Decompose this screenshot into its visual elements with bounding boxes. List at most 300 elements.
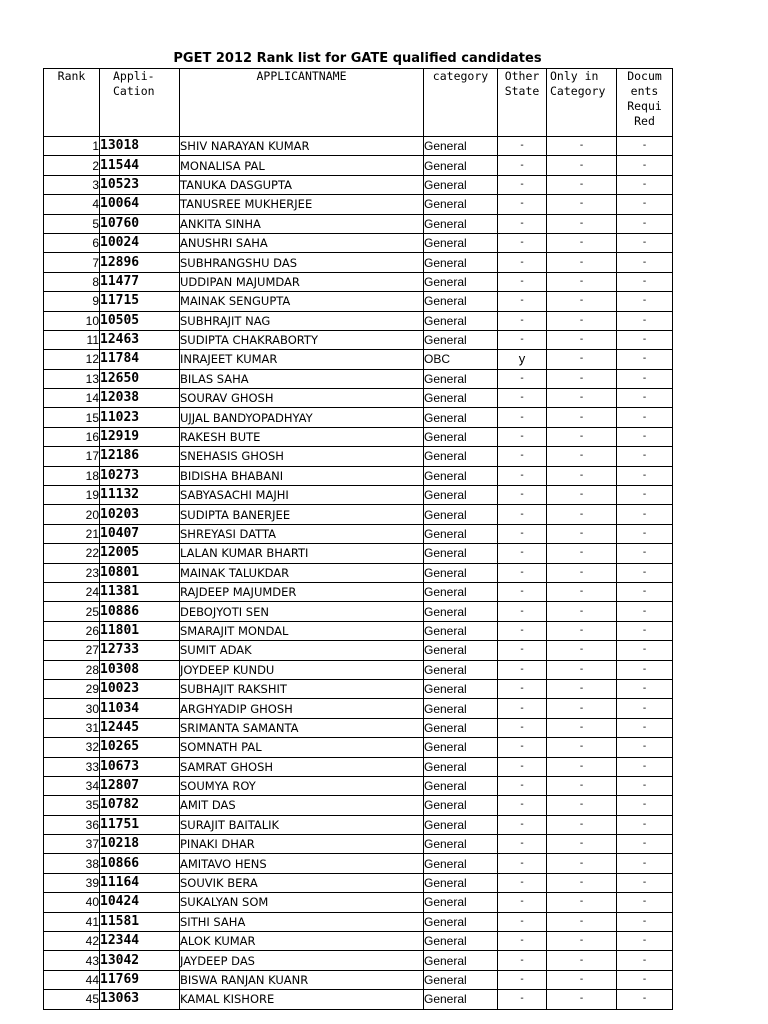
only-in-category-cell: - <box>547 427 617 446</box>
category-cell: General <box>424 389 498 408</box>
other-state-cell: - <box>498 214 547 233</box>
documents-required-cell: - <box>617 156 673 175</box>
only-in-category-cell: - <box>547 699 617 718</box>
documents-required-cell: - <box>617 796 673 815</box>
table-row <box>44 505 673 524</box>
only-in-category-cell: - <box>547 214 617 233</box>
applicant-name-cell: UDDIPAN MAJUMDAR <box>180 272 424 291</box>
only-in-category-cell: - <box>547 389 617 408</box>
application-number-cell: 10782 <box>100 796 180 815</box>
documents-required-cell: - <box>617 699 673 718</box>
other-state-cell: - <box>498 970 547 989</box>
applicant-name-cell: ALOK KUMAR <box>180 932 424 951</box>
table-row <box>44 582 673 601</box>
table-row <box>44 447 673 466</box>
only-in-category-cell: - <box>547 486 617 505</box>
other-state-cell: - <box>498 641 547 660</box>
applicant-name-cell: SABYASACHI MAJHI <box>180 486 424 505</box>
category-cell: General <box>424 427 498 446</box>
other-state-cell: - <box>498 738 547 757</box>
documents-required-cell: - <box>617 854 673 873</box>
table-row <box>44 776 673 795</box>
category-cell: General <box>424 873 498 892</box>
table-row <box>44 951 673 970</box>
application-number-cell: 12650 <box>100 369 180 388</box>
rank-cell: 21 <box>44 524 100 543</box>
rank-cell: 31 <box>44 718 100 737</box>
documents-required-cell: - <box>617 835 673 854</box>
applicant-name-cell: SOUMYA ROY <box>180 776 424 795</box>
other-state-cell: - <box>498 253 547 272</box>
category-cell: General <box>424 815 498 834</box>
applicant-name-cell: SUDIPTA BANERJEE <box>180 505 424 524</box>
other-state-cell: - <box>498 311 547 330</box>
documents-required-cell: - <box>617 718 673 737</box>
other-state-cell: - <box>498 505 547 524</box>
other-state-cell: - <box>498 602 547 621</box>
other-state-cell: - <box>498 815 547 834</box>
applicant-name-cell: MAINAK SENGUPTA <box>180 292 424 311</box>
documents-required-cell: - <box>617 272 673 291</box>
other-state-cell: - <box>498 796 547 815</box>
documents-required-cell: - <box>617 873 673 892</box>
applicant-name-cell: AMIT DAS <box>180 796 424 815</box>
only-in-category-cell: - <box>547 137 617 156</box>
rank-cell: 14 <box>44 389 100 408</box>
other-state-cell: - <box>498 233 547 252</box>
table-row <box>44 486 673 505</box>
rank-cell: 26 <box>44 621 100 640</box>
application-number-cell: 10886 <box>100 602 180 621</box>
other-state-cell: - <box>498 621 547 640</box>
table-row <box>44 796 673 815</box>
documents-required-cell: - <box>617 466 673 485</box>
documents-required-cell: - <box>617 602 673 621</box>
only-in-category-cell: - <box>547 505 617 524</box>
table-row <box>44 621 673 640</box>
only-in-category-cell: - <box>547 990 617 1009</box>
documents-required-cell: - <box>617 330 673 349</box>
rank-cell: 22 <box>44 544 100 563</box>
applicant-name-cell: SHREYASI DATTA <box>180 524 424 543</box>
applicant-name-cell: BISWA RANJAN KUANR <box>180 970 424 989</box>
category-cell: General <box>424 582 498 601</box>
category-cell: General <box>424 272 498 291</box>
applicant-name-cell: SUBHRAJIT NAG <box>180 311 424 330</box>
only-in-category-cell: - <box>547 776 617 795</box>
rank-cell: 5 <box>44 214 100 233</box>
table-row <box>44 389 673 408</box>
rank-cell: 23 <box>44 563 100 582</box>
rank-cell: 27 <box>44 641 100 660</box>
documents-required-cell: - <box>617 311 673 330</box>
table-row <box>44 873 673 892</box>
rank-cell: 43 <box>44 951 100 970</box>
table-row <box>44 932 673 951</box>
applicant-name-cell: AMITAVO HENS <box>180 854 424 873</box>
rank-cell: 10 <box>44 311 100 330</box>
applicant-name-cell: SUBHAJIT RAKSHIT <box>180 679 424 698</box>
documents-required-cell: - <box>617 912 673 931</box>
applicant-name-cell: SOUVIK BERA <box>180 873 424 892</box>
category-cell: General <box>424 776 498 795</box>
applicant-name-cell: SNEHASIS GHOSH <box>180 447 424 466</box>
rank-cell: 19 <box>44 486 100 505</box>
documents-required-cell: - <box>617 292 673 311</box>
header-application-line: Cation <box>113 84 155 98</box>
application-number-cell: 11769 <box>100 970 180 989</box>
category-cell: General <box>424 233 498 252</box>
table-row <box>44 175 673 194</box>
rank-cell: 3 <box>44 175 100 194</box>
rank-cell: 13 <box>44 369 100 388</box>
rank-cell: 17 <box>44 447 100 466</box>
rank-cell: 1 <box>44 137 100 156</box>
category-cell: General <box>424 408 498 427</box>
header-rank: Rank <box>44 69 100 137</box>
applicant-name-cell: SUDIPTA CHAKRABORTY <box>180 330 424 349</box>
category-cell: General <box>424 292 498 311</box>
documents-required-cell: - <box>617 641 673 660</box>
other-state-cell: - <box>498 369 547 388</box>
rank-cell: 15 <box>44 408 100 427</box>
application-number-cell: 10424 <box>100 893 180 912</box>
table-row <box>44 195 673 214</box>
documents-required-cell: - <box>617 369 673 388</box>
documents-required-cell: - <box>617 660 673 679</box>
documents-required-cell: - <box>617 408 673 427</box>
only-in-category-cell: - <box>547 912 617 931</box>
applicant-name-cell: ARGHYADIP GHOSH <box>180 699 424 718</box>
category-cell: General <box>424 699 498 718</box>
only-in-category-cell: - <box>547 272 617 291</box>
only-in-category-cell: - <box>547 679 617 698</box>
category-cell: General <box>424 932 498 951</box>
header-only-in-category-line: Category <box>550 84 606 98</box>
table-body <box>44 137 673 1010</box>
documents-required-cell: - <box>617 776 673 795</box>
category-cell: General <box>424 912 498 931</box>
only-in-category-cell: - <box>547 932 617 951</box>
rank-cell: 25 <box>44 602 100 621</box>
category-cell: General <box>424 796 498 815</box>
applicant-name-cell: PINAKI DHAR <box>180 835 424 854</box>
page-title: PGET 2012 Rank list for GATE qualified candidates <box>173 51 542 66</box>
only-in-category-cell: - <box>547 311 617 330</box>
other-state-cell: - <box>498 524 547 543</box>
only-in-category-cell: - <box>547 292 617 311</box>
applicant-name-cell: SRIMANTA SAMANTA <box>180 718 424 737</box>
documents-required-cell: - <box>617 524 673 543</box>
category-cell: General <box>424 970 498 989</box>
category-cell: General <box>424 951 498 970</box>
other-state-cell: - <box>498 137 547 156</box>
rank-cell: 32 <box>44 738 100 757</box>
table-row <box>44 156 673 175</box>
application-number-cell: 11784 <box>100 350 180 369</box>
header-documents-line: Requi <box>627 99 662 113</box>
documents-required-cell: - <box>617 582 673 601</box>
rank-cell: 37 <box>44 835 100 854</box>
header-documents-line: Red <box>634 114 655 128</box>
table-row <box>44 699 673 718</box>
category-cell: General <box>424 137 498 156</box>
application-number-cell: 13042 <box>100 951 180 970</box>
application-number-cell: 10203 <box>100 505 180 524</box>
rank-cell: 7 <box>44 253 100 272</box>
application-number-cell: 11801 <box>100 621 180 640</box>
documents-required-cell: - <box>617 486 673 505</box>
application-number-cell: 12463 <box>100 330 180 349</box>
only-in-category-cell: - <box>547 621 617 640</box>
header-other-state <box>498 69 547 137</box>
table-row <box>44 253 673 272</box>
applicant-name-cell: LALAN KUMAR BHARTI <box>180 544 424 563</box>
only-in-category-cell: - <box>547 815 617 834</box>
only-in-category-cell: - <box>547 466 617 485</box>
category-cell: General <box>424 214 498 233</box>
rank-cell: 38 <box>44 854 100 873</box>
table-row <box>44 408 673 427</box>
only-in-category-cell: - <box>547 854 617 873</box>
rank-cell: 44 <box>44 970 100 989</box>
only-in-category-cell: - <box>547 757 617 776</box>
documents-required-cell: - <box>617 738 673 757</box>
table-row <box>44 330 673 349</box>
table-row <box>44 524 673 543</box>
only-in-category-cell: - <box>547 447 617 466</box>
only-in-category-cell: - <box>547 602 617 621</box>
documents-required-cell: - <box>617 253 673 272</box>
rank-cell: 16 <box>44 427 100 446</box>
application-number-cell: 11023 <box>100 408 180 427</box>
applicant-name-cell: SUBHRANGSHU DAS <box>180 253 424 272</box>
other-state-cell: - <box>498 854 547 873</box>
applicant-name-cell: RAJDEEP MAJUMDER <box>180 582 424 601</box>
other-state-cell: - <box>498 951 547 970</box>
header-applicant-name: APPLICANTNAME <box>180 69 424 137</box>
applicant-name-cell: SITHI SAHA <box>180 912 424 931</box>
only-in-category-cell: - <box>547 738 617 757</box>
other-state-cell: - <box>498 447 547 466</box>
rank-cell: 34 <box>44 776 100 795</box>
table-row <box>44 893 673 912</box>
application-number-cell: 12445 <box>100 718 180 737</box>
rank-cell: 40 <box>44 893 100 912</box>
rank-cell: 35 <box>44 796 100 815</box>
other-state-cell: - <box>498 776 547 795</box>
rank-cell: 30 <box>44 699 100 718</box>
other-state-cell: - <box>498 427 547 446</box>
other-state-cell: - <box>498 544 547 563</box>
application-number-cell: 12038 <box>100 389 180 408</box>
table-row <box>44 350 673 369</box>
other-state-cell: - <box>498 718 547 737</box>
application-number-cell: 10308 <box>100 660 180 679</box>
header-documents-required <box>617 69 673 137</box>
only-in-category-cell: - <box>547 951 617 970</box>
applicant-name-cell: ANUSHRI SAHA <box>180 233 424 252</box>
rank-cell: 33 <box>44 757 100 776</box>
category-cell: General <box>424 563 498 582</box>
other-state-cell: - <box>498 563 547 582</box>
other-state-cell: - <box>498 582 547 601</box>
documents-required-cell: - <box>617 951 673 970</box>
only-in-category-cell: - <box>547 582 617 601</box>
documents-required-cell: - <box>617 233 673 252</box>
documents-required-cell: - <box>617 679 673 698</box>
table-row <box>44 660 673 679</box>
application-number-cell: 12344 <box>100 932 180 951</box>
documents-required-cell: - <box>617 389 673 408</box>
application-number-cell: 12807 <box>100 776 180 795</box>
application-number-cell: 10024 <box>100 233 180 252</box>
documents-required-cell: - <box>617 757 673 776</box>
other-state-cell: - <box>498 912 547 931</box>
rank-cell: 18 <box>44 466 100 485</box>
category-cell: General <box>424 195 498 214</box>
other-state-cell: - <box>498 272 547 291</box>
table-row <box>44 679 673 698</box>
header-documents-line: ents <box>630 84 659 98</box>
only-in-category-cell: - <box>547 369 617 388</box>
application-number-cell: 11751 <box>100 815 180 834</box>
only-in-category-cell: - <box>547 893 617 912</box>
only-in-category-cell: - <box>547 718 617 737</box>
documents-required-cell: - <box>617 447 673 466</box>
category-cell: General <box>424 330 498 349</box>
documents-required-cell: - <box>617 563 673 582</box>
documents-required-cell: - <box>617 195 673 214</box>
application-number-cell: 11381 <box>100 582 180 601</box>
only-in-category-cell: - <box>547 175 617 194</box>
applicant-name-cell: UJJAL BANDYOPADHYAY <box>180 408 424 427</box>
category-cell: General <box>424 156 498 175</box>
other-state-cell: - <box>498 679 547 698</box>
other-state-cell: y <box>498 350 547 369</box>
category-cell: General <box>424 253 498 272</box>
rank-cell: 2 <box>44 156 100 175</box>
rank-cell: 24 <box>44 582 100 601</box>
only-in-category-cell: - <box>547 796 617 815</box>
table-row <box>44 854 673 873</box>
only-in-category-cell: - <box>547 156 617 175</box>
other-state-cell: - <box>498 660 547 679</box>
other-state-cell: - <box>498 195 547 214</box>
table-row <box>44 563 673 582</box>
application-number-cell: 10064 <box>100 195 180 214</box>
application-number-cell: 12896 <box>100 253 180 272</box>
application-number-cell: 10505 <box>100 311 180 330</box>
other-state-cell: - <box>498 757 547 776</box>
only-in-category-cell: - <box>547 660 617 679</box>
rank-cell: 36 <box>44 815 100 834</box>
only-in-category-cell: - <box>547 233 617 252</box>
application-number-cell: 10023 <box>100 679 180 698</box>
applicant-name-cell: TANUSREE MUKHERJEE <box>180 195 424 214</box>
header-only-in-category <box>547 69 617 137</box>
application-number-cell: 10218 <box>100 835 180 854</box>
documents-required-cell: - <box>617 932 673 951</box>
only-in-category-cell: - <box>547 544 617 563</box>
applicant-name-cell: JAYDEEP DAS <box>180 951 424 970</box>
applicant-name-cell: RAKESH BUTE <box>180 427 424 446</box>
other-state-cell: - <box>498 932 547 951</box>
rank-cell: 45 <box>44 990 100 1009</box>
other-state-cell: - <box>498 330 547 349</box>
applicant-name-cell: SOURAV GHOSH <box>180 389 424 408</box>
table-row <box>44 718 673 737</box>
header-only-in-category-line: Only in <box>550 69 599 83</box>
other-state-cell: - <box>498 990 547 1009</box>
table-row <box>44 602 673 621</box>
documents-required-cell: - <box>617 815 673 834</box>
category-cell: General <box>424 854 498 873</box>
category-cell: General <box>424 175 498 194</box>
documents-required-cell: - <box>617 175 673 194</box>
documents-required-cell: - <box>617 505 673 524</box>
applicant-name-cell: MAINAK TALUKDAR <box>180 563 424 582</box>
applicant-name-cell: BIDISHA BHABANI <box>180 466 424 485</box>
header-row <box>44 69 673 137</box>
applicant-name-cell: DEBOJYOTI SEN <box>180 602 424 621</box>
table-row <box>44 311 673 330</box>
only-in-category-cell: - <box>547 253 617 272</box>
application-number-cell: 12733 <box>100 641 180 660</box>
table-row <box>44 815 673 834</box>
only-in-category-cell: - <box>547 970 617 989</box>
category-cell: General <box>424 893 498 912</box>
other-state-cell: - <box>498 389 547 408</box>
table-header <box>44 69 673 137</box>
documents-required-cell: - <box>617 544 673 563</box>
category-cell: General <box>424 679 498 698</box>
application-number-cell: 10523 <box>100 175 180 194</box>
application-number-cell: 10407 <box>100 524 180 543</box>
category-cell: General <box>424 544 498 563</box>
documents-required-cell: - <box>617 137 673 156</box>
table-row <box>44 369 673 388</box>
rank-cell: 39 <box>44 873 100 892</box>
only-in-category-cell: - <box>547 195 617 214</box>
table-row <box>44 757 673 776</box>
category-cell: General <box>424 738 498 757</box>
documents-required-cell: - <box>617 893 673 912</box>
header-application <box>100 69 180 137</box>
application-number-cell: 11164 <box>100 873 180 892</box>
application-number-cell: 11034 <box>100 699 180 718</box>
application-number-cell: 10801 <box>100 563 180 582</box>
header-category: category <box>424 69 498 137</box>
category-cell: General <box>424 641 498 660</box>
only-in-category-cell: - <box>547 330 617 349</box>
rank-list-table <box>43 68 673 1010</box>
category-cell: General <box>424 718 498 737</box>
only-in-category-cell: - <box>547 835 617 854</box>
applicant-name-cell: SUMIT ADAK <box>180 641 424 660</box>
applicant-name-cell: JOYDEEP KUNDU <box>180 660 424 679</box>
header-other-state-line: State <box>504 84 540 98</box>
applicant-name-cell: BILAS SAHA <box>180 369 424 388</box>
applicant-name-cell: INRAJEET KUMAR <box>180 350 424 369</box>
only-in-category-cell: - <box>547 350 617 369</box>
application-number-cell: 10866 <box>100 854 180 873</box>
documents-required-cell: - <box>617 621 673 640</box>
rank-cell: 28 <box>44 660 100 679</box>
rank-cell: 42 <box>44 932 100 951</box>
application-number-cell: 10273 <box>100 466 180 485</box>
application-number-cell: 11715 <box>100 292 180 311</box>
